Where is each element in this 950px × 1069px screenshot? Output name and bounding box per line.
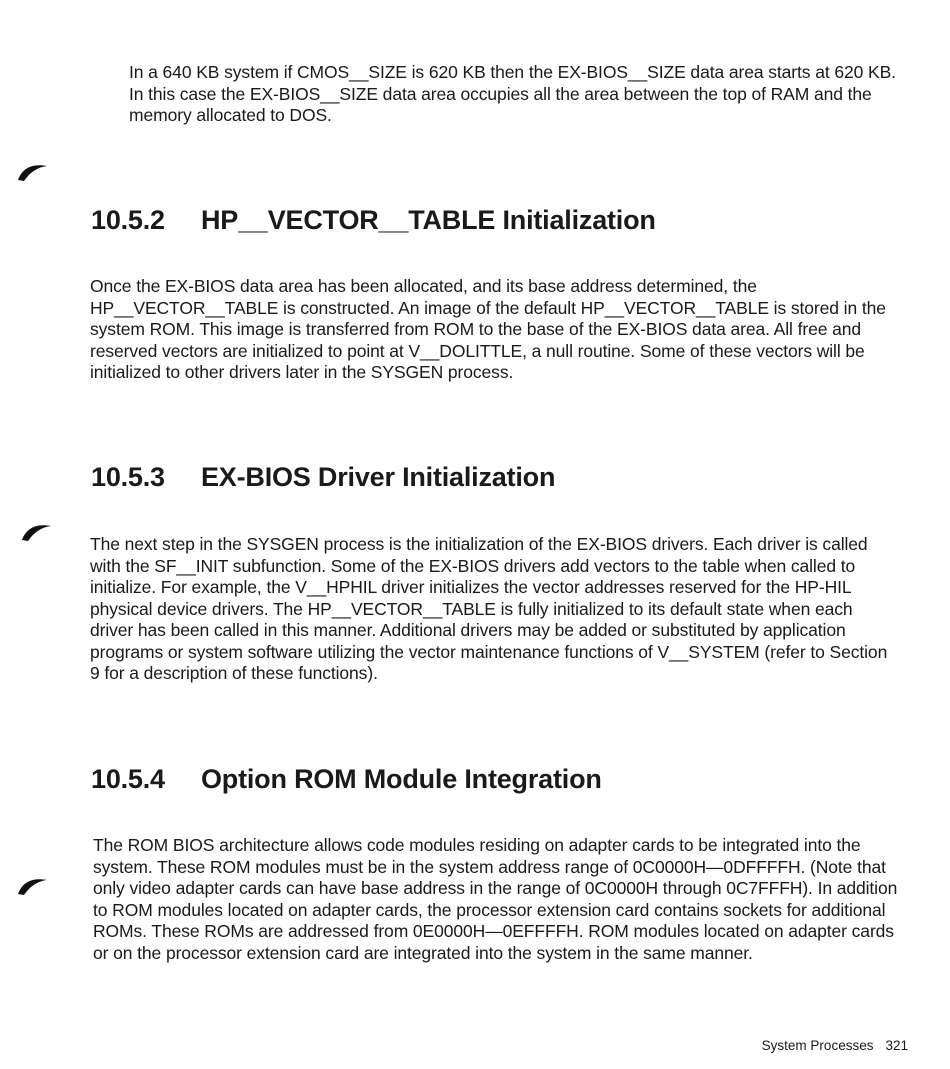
page-number: 321 <box>885 1038 908 1053</box>
section-title: EX-BIOS Driver Initialization <box>201 462 556 492</box>
footer-label: System Processes <box>761 1038 874 1053</box>
section-heading-10-5-4 <box>91 763 602 795</box>
binder-mark-1 <box>16 158 50 182</box>
section-title: Option ROM Module Integration <box>201 764 602 794</box>
section-body-10-5-3: The next step in the SYSGEN process is the initialization of the EX-BIOS drivers. Each driver is called with the SF__INIT subfunction. Some of the EX-BIOS drivers add vectors to the table when called to initialize. For example, the V__HPHIL driver initializes the vector addresses reserved for the HP-HIL physical device drivers. The HP__VECTOR__TABLE is fully initialized to its default state when each driver has been called in this manner. Additional drivers may be added or substituted by application programs or system software utilizing the vector maintenance functions of V__SYSTEM (refer to Section 9 for a description of these functions). <box>90 534 888 683</box>
section-heading-10-5-2 <box>91 204 656 236</box>
section-number: 10.5.3 <box>91 462 165 492</box>
section-body-10-5-4: The ROM BIOS architecture allows code modules residing on adapter cards to be integrated into the system. These ROM modules must be in the system address range of 0C0000H—0DFFFFH. (Note that only video adapter cards can have base address in the range of 0C0000H through 0C7FFFH). In addition to ROM modules located on adapter cards, the processor extension card contains sockets for additional ROMs. These ROMs are addressed from 0E0000H—0EFFFFH. ROM modules located on adapter cards or on the processor extension card are integrated into the system in the same manner. <box>93 835 898 963</box>
intro-paragraph: In a 640 KB system if CMOS__SIZE is 620 KB then the EX-BIOS__SIZE data area starts at 620 KB. In this case the EX-BIOS__SIZE data area occupies all the area between the top of RAM and the memory allocated to DOS. <box>129 62 896 125</box>
binder-mark-3 <box>16 872 50 896</box>
section-body-10-5-2: Once the EX-BIOS data area has been allocated, and its base address determined, the HP__VECTOR__TABLE is constructed. An image of the default HP__VECTOR__TABLE is stored in the system ROM. This image is transferred from ROM to the base of the EX-BIOS data area. All free and reserved vectors are initialized to point at V__DOLITTLE, a null routine. Some of these vectors will be initialized to other drivers later in the SYSGEN process. <box>90 276 886 382</box>
page-footer <box>762 1038 908 1054</box>
section-title: HP__VECTOR__TABLE Initialization <box>201 205 656 235</box>
binder-mark-2 <box>20 518 54 542</box>
section-heading-10-5-3 <box>91 461 555 493</box>
section-number: 10.5.2 <box>91 205 165 235</box>
section-number: 10.5.4 <box>91 764 165 794</box>
